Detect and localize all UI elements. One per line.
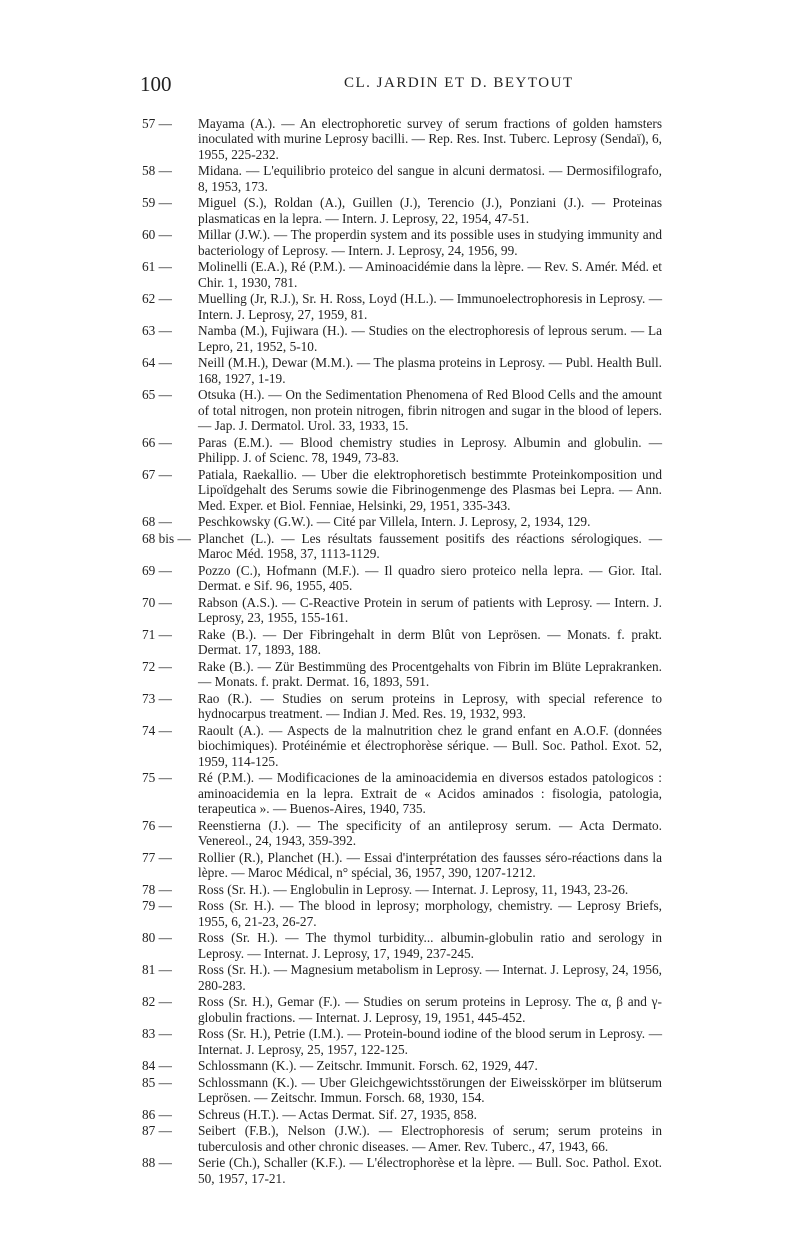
reference-number: 60 —: [142, 227, 172, 243]
reference-number: 57 —: [142, 116, 172, 131]
reference-entry: [142, 467, 662, 513]
reference-text: Midana. — L'equilibrio proteico del sangue in alcuni dermatosi. — Dermosifilografo, 8, 1953, 173.: [198, 163, 662, 194]
reference-entry: [142, 1123, 662, 1154]
reference-number: 83 —: [142, 1026, 172, 1042]
reference-number: 66 —: [142, 434, 172, 450]
reference-number: 62 —: [142, 291, 172, 307]
reference-text: Ross (Sr. H.). — The thymol turbidity... albumin-globulin ratio and serology in Leprosy. — Internat. J. Leprosy, 17, 1949, 237-245.: [198, 930, 662, 961]
reference-number: 76 —: [142, 817, 172, 833]
reference-number: 88 —: [142, 1155, 172, 1171]
reference-entry: [142, 850, 662, 881]
reference-text: Schreus (H.T.). — Actas Dermat. Sif. 27, 1935, 858.: [198, 1106, 477, 1122]
reference-entry: [142, 323, 662, 354]
reference-number: 61 —: [142, 259, 172, 275]
reference-text: Otsuka (H.). — On the Sedimentation Phenomena of Red Blood Cells and the amount of total nitrogen, non protein nitrogen, fibrin nitrogen and sugar in the blood of lepers. — Jap. J. Dermatol. Urol. 33, 1933, 15.: [198, 387, 662, 434]
reference-number: 63 —: [142, 323, 172, 339]
reference-text: Rake (B.). — Zür Bestimmüng des Procentgehalts von Fibrin im Blüte Leprakranken. — Monats. f. prakt. Dermat. 16, 1893, 591.: [198, 658, 662, 690]
reference-number: 82 —: [142, 994, 172, 1010]
reference-text: Miguel (S.), Roldan (A.), Guillen (J.), Terencio (J.), Ponziani (J.). — Proteinas plasmaticas en la lepra. — Intern. J. Leprosy, 22, 1954, 47-51.: [198, 195, 662, 226]
reference-number: 69 —: [142, 562, 172, 578]
reference-text: Reenstierna (J.). — The specificity of an antileprosy serum. — Acta Dermato. Venereol., 24, 1943, 359-392.: [198, 817, 662, 849]
reference-text: Rabson (A.S.). — C-Reactive Protein in serum of patients with Leprosy. — Intern. J. Leprosy, 23, 1955, 155-161.: [198, 594, 662, 626]
reference-number: 79 —: [142, 898, 172, 914]
reference-text: Planchet (L.). — Les résultats faussement positifs des réactions sérologiques. — Maroc Méd. 1958, 37, 1113-1129.: [198, 530, 662, 562]
reference-number: 75 —: [142, 770, 172, 786]
reference-number: 59 —: [142, 195, 172, 211]
reference-text: Rollier (R.), Planchet (H.). — Essai d'interprétation des fausses séro-réactions dans la lèpre. — Maroc Médical, n° spécial, 36, 1957, 390, 1207-1212.: [198, 849, 662, 881]
reference-text: Schlossmann (K.). — Zeitschr. Immunit. Forsch. 62, 1929, 447.: [198, 1058, 538, 1074]
reference-entry: [142, 514, 662, 529]
reference-entry: [142, 1058, 662, 1073]
reference-text: Mayama (A.). — An electrophoretic survey of serum fractions of golden hamsters inoculated with murine Leprosy bacilli. — Rep. Res. Inst. Tuberc. Leprosy (Sendaï), 6, 1955, 225-232.: [198, 116, 662, 162]
reference-entry: [142, 1107, 662, 1122]
reference-text: Pozzo (C.), Hofmann (M.F.). — Il quadro siero proteico nella lepra. — Gior. Ital. Dermat. e Sif. 96, 1955, 405.: [198, 562, 662, 594]
reference-text: Neill (M.H.), Dewar (M.M.). — The plasma proteins in Leprosy. — Publ. Health Bull. 168, 1927, 1-19.: [198, 355, 662, 386]
reference-entry: [142, 659, 662, 690]
reference-number: 73 —: [142, 690, 172, 706]
page-header: [140, 72, 660, 96]
reference-number: 72 —: [142, 658, 172, 674]
reference-text: Molinelli (E.A.), Ré (P.M.). — Aminoacidémie dans la lèpre. — Rev. S. Amér. Méd. et Chir. 1, 1930, 781.: [198, 259, 662, 290]
reference-text: Schlossmann (K.). — Uber Gleichgewichtsstörungen der Eiweisskörper im blütserum Leprösen. — Zeitschr. Immun. Forsch. 68, 1930, 154.: [198, 1074, 662, 1106]
reference-list: [142, 116, 662, 1187]
reference-text: Ross (Sr. H.). — Magnesium metabolism in Leprosy. — Internat. J. Leprosy, 24, 1956, 280-283.: [198, 962, 662, 993]
reference-entry: [142, 563, 662, 594]
reference-text: Ross (Sr. H.), Petrie (I.M.). — Protein-bound iodine of the blood serum in Leprosy. — Internat. J. Leprosy, 25, 1957, 122-125.: [198, 1026, 662, 1057]
reference-text: Paras (E.M.). — Blood chemistry studies in Leprosy. Albumin and globulin. — Philipp. J. of Scienc. 78, 1949, 73-83.: [198, 434, 662, 466]
reference-number: 87 —: [142, 1123, 172, 1139]
reference-text: Serie (Ch.), Schaller (K.F.). — L'électrophorèse et la lèpre. — Bull. Soc. Pathol. Exot. 50, 1957, 17-21.: [198, 1155, 662, 1186]
reference-text: Namba (M.), Fujiwara (H.). — Studies on the electrophoresis of leprous serum. — La Lepro, 21, 1952, 5-10.: [198, 323, 662, 354]
reference-text: Millar (J.W.). — The properdin system and its possible uses in studying immunity and bacteriology of Leprosy. — Intern. J. Leprosy, 24, 1956, 99.: [198, 227, 662, 258]
reference-entry: [142, 994, 662, 1025]
reference-entry: [142, 163, 662, 194]
page-number: 100: [140, 72, 172, 96]
reference-entry: [142, 898, 662, 929]
reference-entry: [142, 627, 662, 658]
reference-entry: [142, 387, 662, 433]
reference-entry: [142, 691, 662, 722]
reference-entry: [142, 1075, 662, 1106]
reference-text: Rake (B.). — Der Fibringehalt in derm Blût von Leprösen. — Monats. f. prakt. Dermat. 17, 1893, 188.: [198, 626, 662, 658]
reference-entry: [142, 1026, 662, 1057]
reference-text: Ross (Sr. H.). — The blood in leprosy; morphology, chemistry. — Leprosy Briefs, 1955, 6, 21-23, 26-27.: [198, 898, 662, 929]
reference-number: 74 —: [142, 722, 172, 738]
reference-entry: [142, 195, 662, 226]
reference-entry: [142, 723, 662, 769]
reference-entry: [142, 930, 662, 961]
reference-entry: [142, 962, 662, 993]
reference-number: 65 —: [142, 387, 172, 403]
reference-text: Patiala, Raekallio. — Uber die elektrophoretisch bestimmte Proteinkomposition und Lipoïdgehalt des Serums sowie die Fibrinogenmenge des Plasmas bei Lepra. — Ann. Med. Exper. et Biol. Fenniae, Helsinki, 29, 1951, 335-343.: [198, 466, 662, 513]
reference-text: Peschkowsky (G.W.). — Cité par Villela, Intern. J. Leprosy, 2, 1934, 129.: [198, 514, 591, 530]
reference-number: 77 —: [142, 849, 172, 865]
reference-number: 78 —: [142, 881, 172, 897]
reference-text: Rao (R.). — Studies on serum proteins in Leprosy, with special reference to hydnocarpus treatment. — Indian J. Med. Res. 19, 1932, 993.: [198, 690, 662, 722]
reference-entry: [142, 770, 662, 816]
reference-number: 86 —: [142, 1106, 172, 1122]
reference-number: 80 —: [142, 930, 172, 946]
reference-entry: [142, 531, 662, 562]
reference-entry: [142, 116, 662, 162]
reference-number: 70 —: [142, 594, 172, 610]
reference-entry: [142, 1155, 662, 1186]
reference-number: 68 bis —: [142, 530, 191, 546]
reference-text: Ross (Sr. H.), Gemar (F.). — Studies on serum proteins in Leprosy. The α, β and γ-globulin fractions. — Internat. J. Leprosy, 19, 1951, 445-452.: [198, 994, 662, 1025]
reference-number: 71 —: [142, 626, 172, 642]
reference-number: 81 —: [142, 962, 172, 978]
reference-entry: [142, 291, 662, 322]
reference-entry: [142, 435, 662, 466]
reference-number: 84 —: [142, 1058, 172, 1074]
reference-text: Ross (Sr. H.). — Englobulin in Leprosy. — Internat. J. Leprosy, 11, 1943, 23-26.: [198, 881, 629, 897]
reference-number: 68 —: [142, 514, 172, 530]
reference-text: Ré (P.M.). — Modificaciones de la aminoacidemia en diversos estados patologicos : aminoacidemia en la lepra. Extrait de « Acidos aminados : fisologia, patologia, terapeutica ». — Buenos-Aires, 1940, 735.: [198, 770, 662, 817]
reference-entry: [142, 355, 662, 386]
reference-number: 67 —: [142, 466, 172, 482]
running-head: CL. JARDIN ET D. BEYTOUT: [344, 75, 574, 91]
reference-entry: [142, 259, 662, 290]
reference-number: 64 —: [142, 355, 172, 371]
reference-entry: [142, 818, 662, 849]
reference-text: Muelling (Jr, R.J.), Sr. H. Ross, Loyd (H.L.). — Immunoelectrophoresis in Leprosy. — Intern. J. Leprosy, 27, 1959, 81.: [198, 291, 662, 322]
reference-entry: [142, 882, 662, 897]
reference-number: 85 —: [142, 1074, 172, 1090]
reference-entry: [142, 595, 662, 626]
reference-text: Seibert (F.B.), Nelson (J.W.). — Electrophoresis of serum; serum proteins in tuberculosis and other chronic diseases. — Amer. Rev. Tuberc., 47, 1943, 66.: [198, 1123, 662, 1154]
reference-number: 58 —: [142, 163, 172, 179]
reference-entry: [142, 227, 662, 258]
reference-text: Raoult (A.). — Aspects de la malnutrition chez le grand enfant en A.O.F. (données biochimiques). Protéinémie et électrophorèse sérique. — Bull. Soc. Pathol. Exot. 52, 1959, 114-125.: [198, 722, 662, 769]
